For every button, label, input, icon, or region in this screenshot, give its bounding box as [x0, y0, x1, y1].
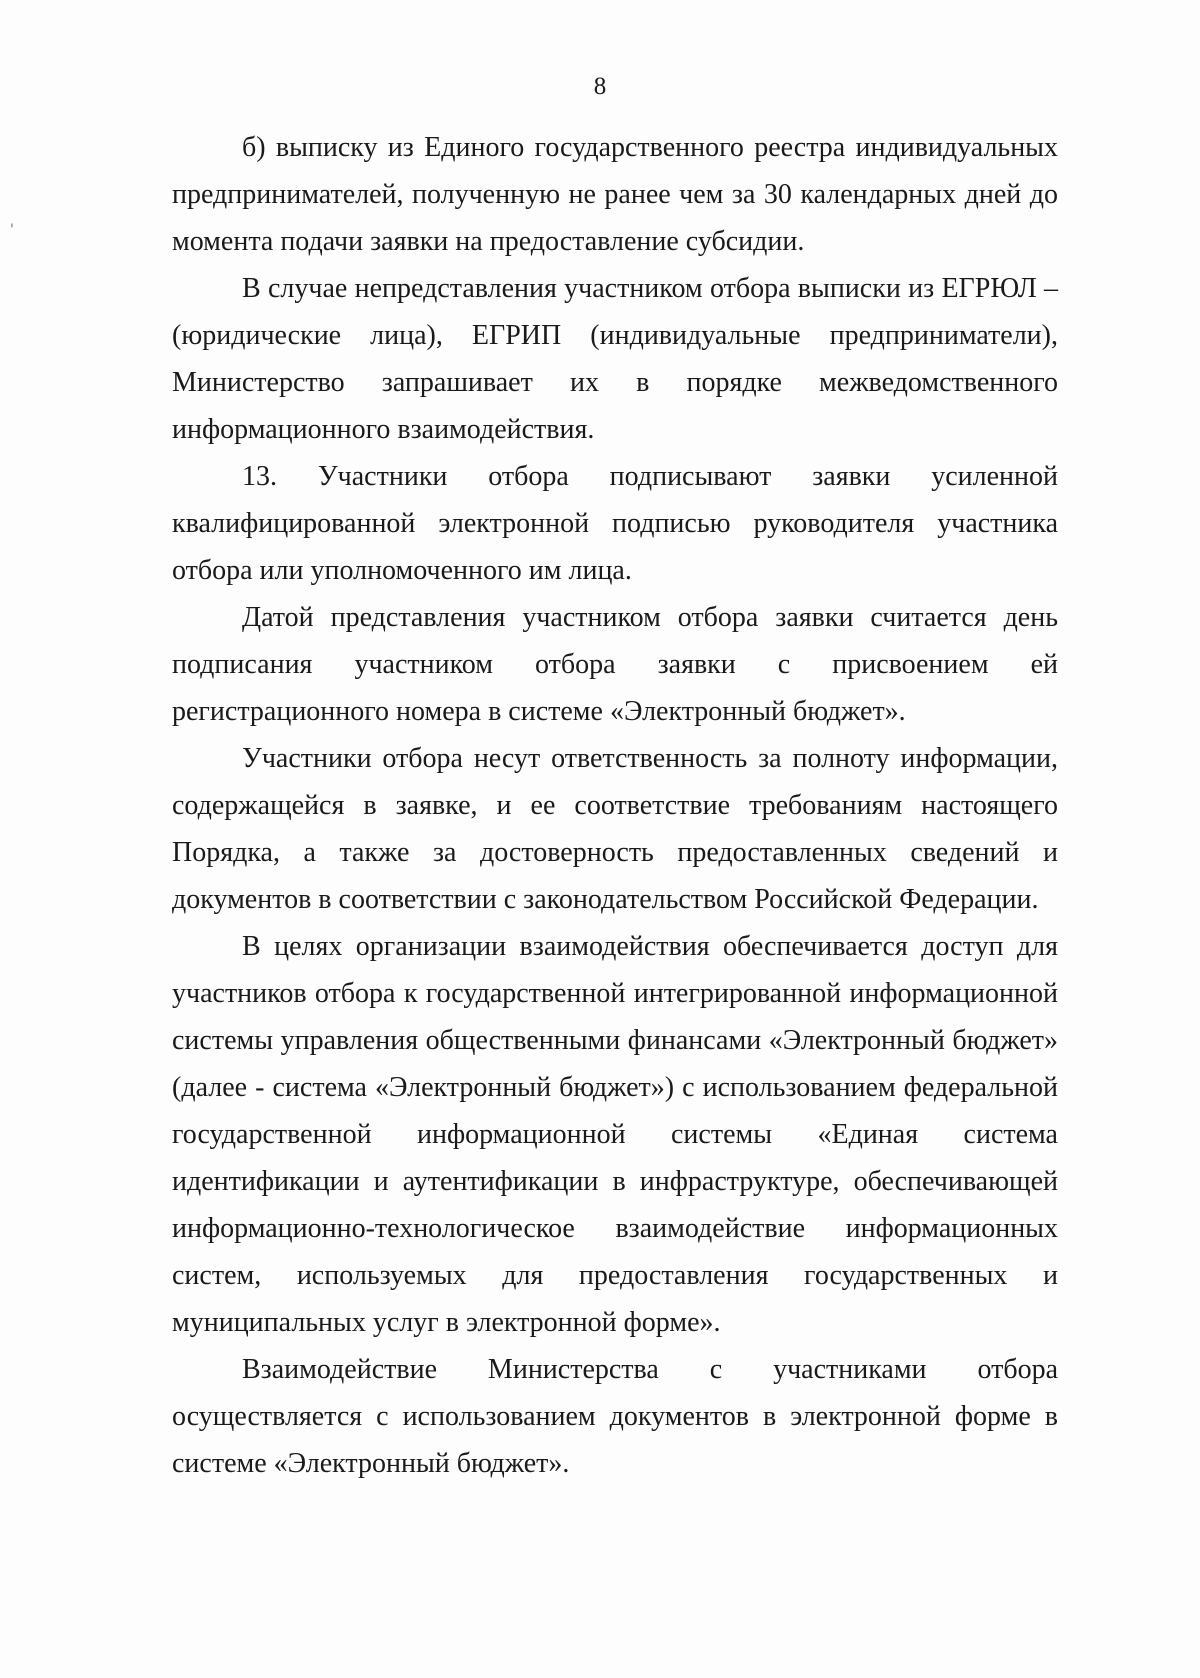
document-body	[172, 124, 1058, 1487]
paragraph-nonsubmission: В случае непредставления участником отбора выписки из ЕГРЮЛ – (юридические лица), ЕГРИП (индивидуальные предприниматели), Министерство запрашивает их в порядке межведомственного информационного взаимодействия.	[172, 273, 1058, 445]
margin-mark: '	[10, 222, 14, 238]
paragraph-extract-egrip: б) выписку из Единого государственного реестра индивидуальных предпринимателей, полученную не ранее чем за 30 календарных дней до момента подачи заявки на предоставление субсидии.	[172, 132, 1058, 257]
paragraph-responsibility: Участники отбора несут ответственность за полноту информации, содержащейся в заявке, и ее соответствие требованиям настоящего Порядка, а также за достоверность предоставленных сведений и документов в соответствии с законодательством Российской Федерации.	[172, 743, 1058, 915]
paragraph-system-access: В целях организации взаимодействия обеспечивается доступ для участников отбора к государственной интегрированной информационной системы управления общественными финансами «Электронный бюджет» (далее - система «Электронный бюджет») с использованием федеральной государственной информационной системы «Единая система идентификации и аутентификации в инфраструктуре, обеспечивающей информационно-технологическое взаимодействие информационных систем, используемых для предоставления государственных и муниципальных услуг в электронной форме».	[172, 931, 1058, 1338]
paragraph-13-signature: 13. Участники отбора подписывают заявки усиленной квалифицированной электронной подписью руководителя участника отбора или уполномоченного им лица.	[172, 461, 1058, 586]
page-number: 8	[593, 73, 607, 100]
paragraph-submission-date: Датой представления участником отбора заявки считается день подписания участником отбора заявки с присвоением ей регистрационного номера в системе «Электронный бюджет».	[172, 602, 1058, 727]
paragraph-interaction: Взаимодействие Министерства с участниками отбора осуществляется с использованием документов в электронной форме в системе «Электронный бюджет».	[172, 1354, 1058, 1479]
